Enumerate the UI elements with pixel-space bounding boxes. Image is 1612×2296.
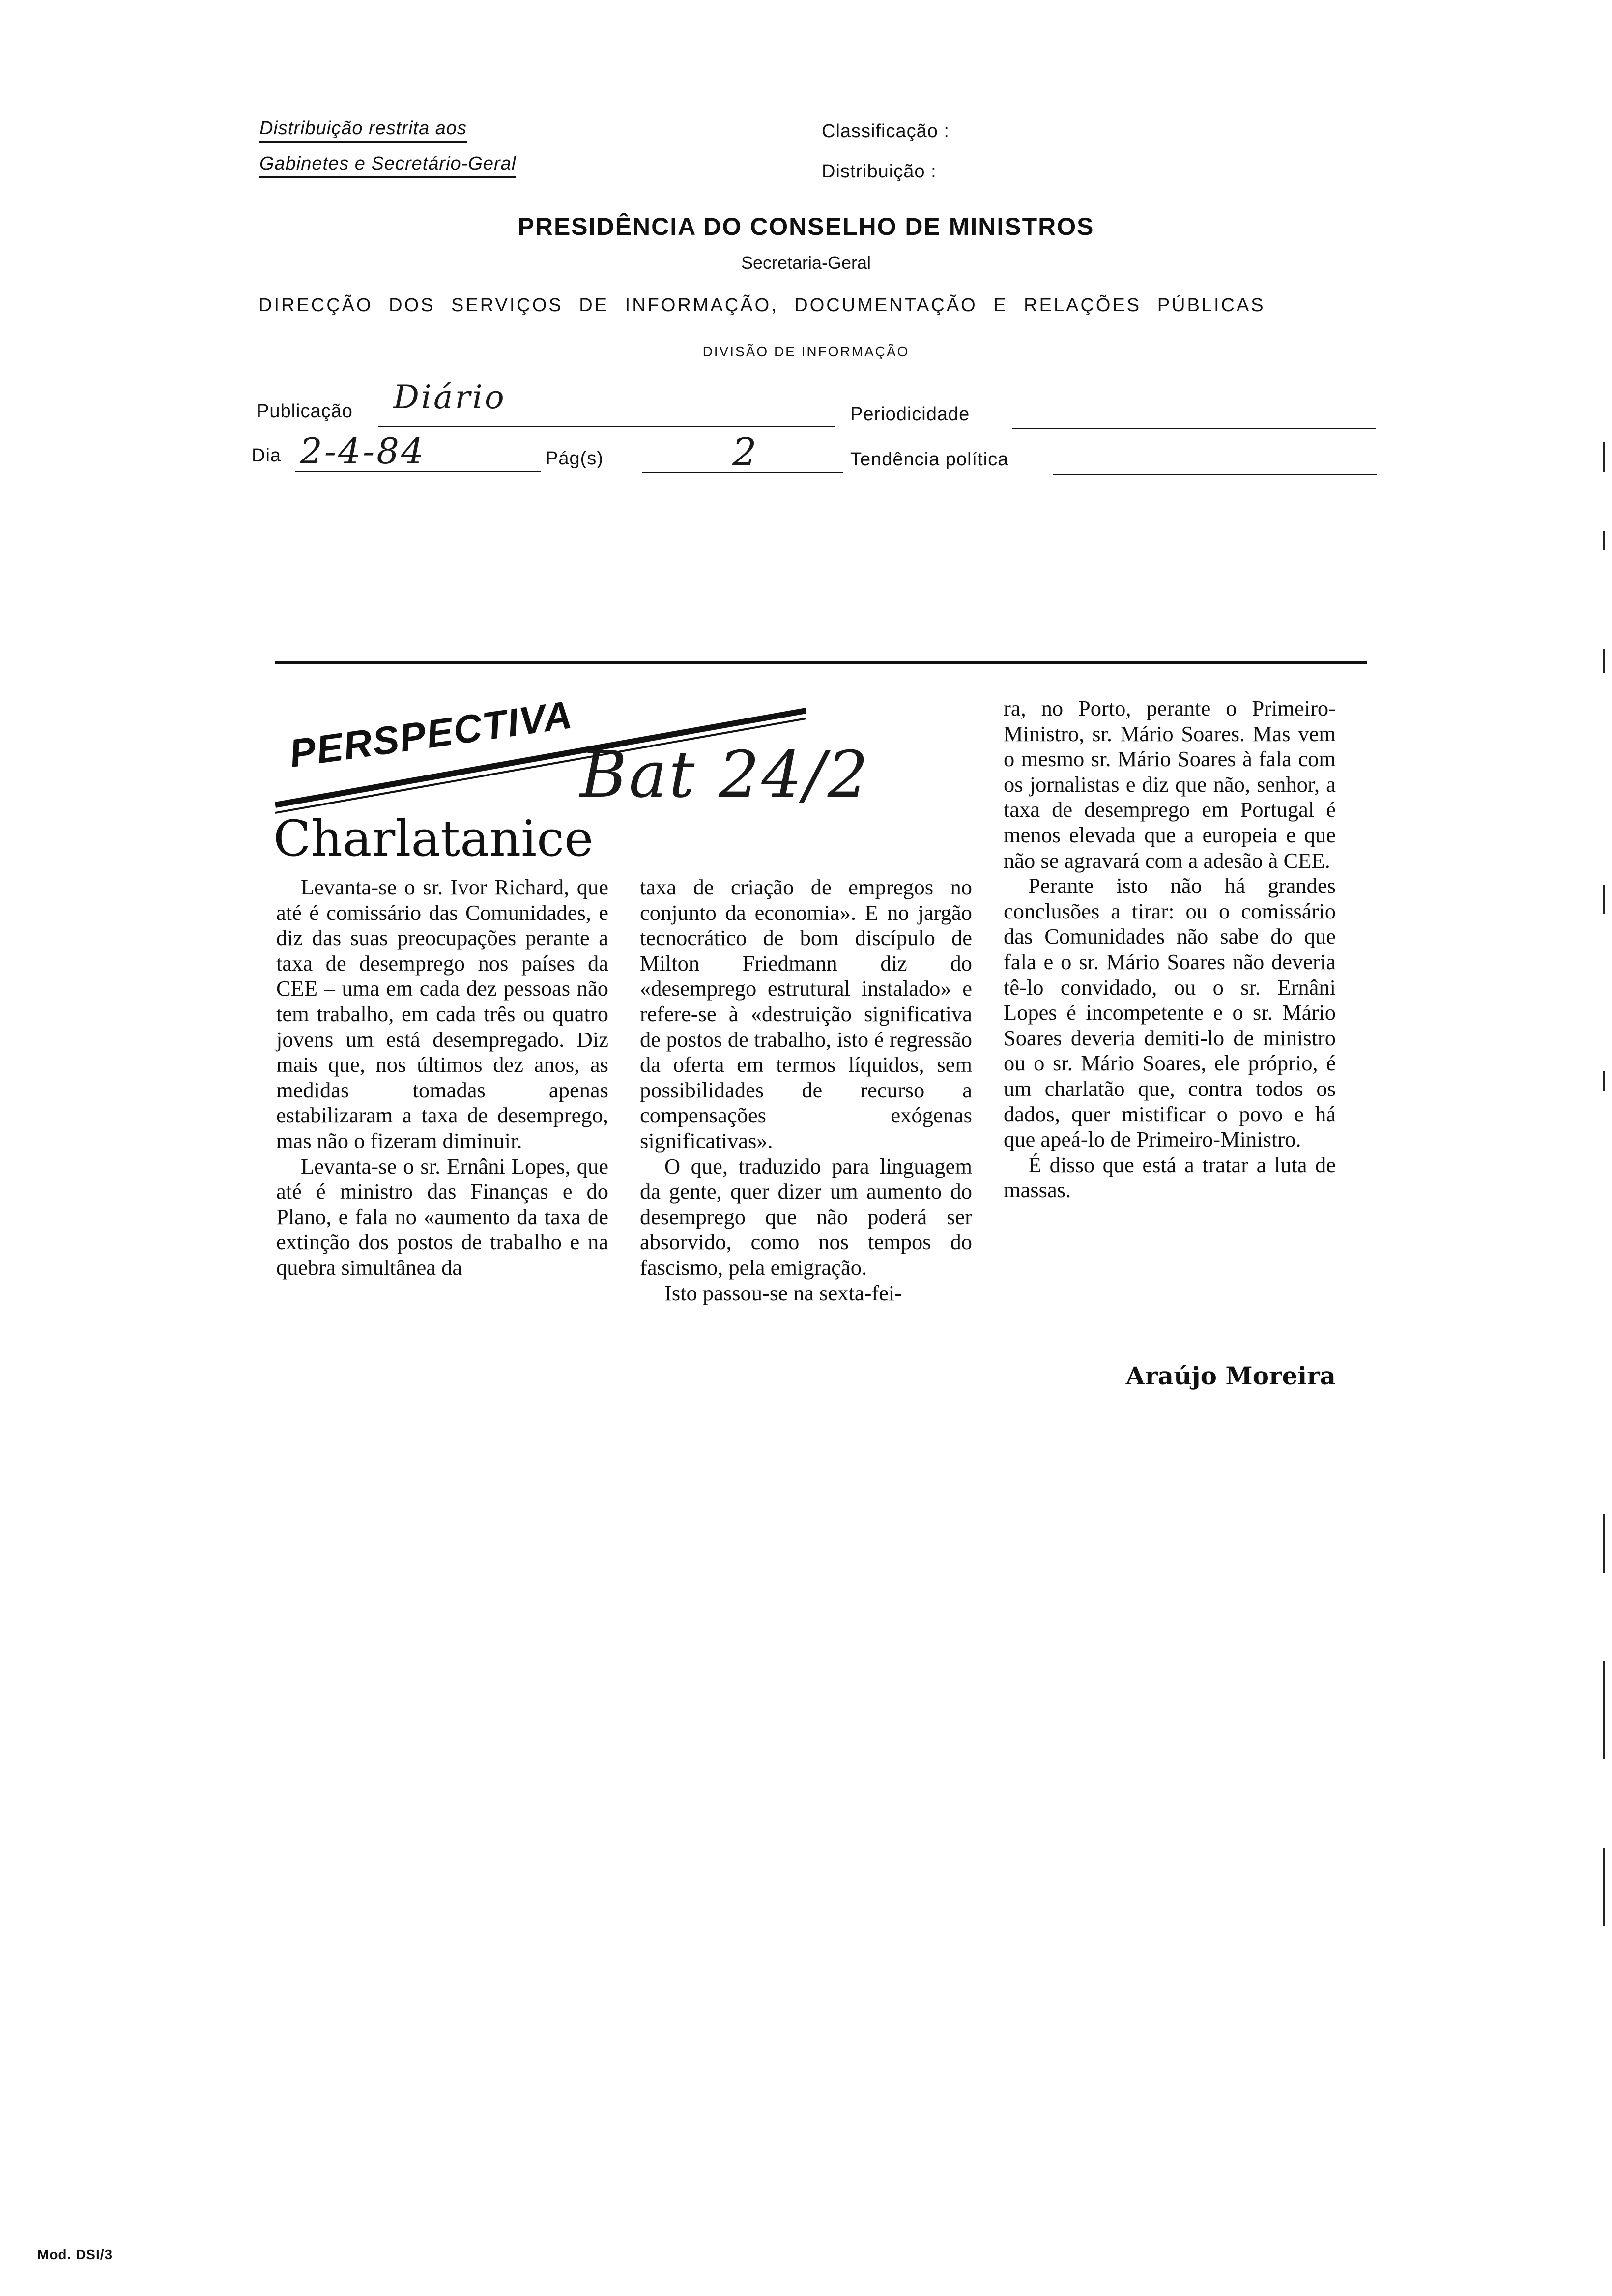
- publication-handwritten: Diário: [393, 378, 506, 416]
- pages-label: Pág(s): [546, 448, 604, 469]
- article-column-1: [276, 875, 608, 1281]
- scan-edge-marks-lower: [1603, 1514, 1605, 1956]
- section-title: PERSPECTIVA: [287, 692, 576, 776]
- periodicity-line: [1012, 428, 1376, 429]
- day-label: Dia: [252, 445, 282, 466]
- tendency-label: Tendência política: [850, 449, 1009, 470]
- column-3-paragraph-2: Perante isto não há grandes conclusões a tirar: ou o comissário das Comunidades não sabe do que fala e o sr. Mário Soares não deveria tê-lo convidado, ou o sr. Ernâni Lopes é incompetente e o sr. Mário Soares deveria demiti-lo de ministro ou o sr. Mário Soares, ele próprio, é um charlatão que, contra todos os dados, quer mistificar o povo e há que apeá-lo de Primeiro-Ministro.: [1004, 873, 1336, 1152]
- handwritten-annotation: Bat 24/2: [580, 737, 870, 812]
- column-2-paragraph-3: Isto passou-se na sexta-fei-: [664, 1280, 902, 1305]
- restriction-line-2: Gabinetes e Secretário-Geral: [259, 153, 516, 178]
- restriction-line-1: Distribuição restrita aos: [259, 118, 467, 143]
- column-1-paragraph-1: Levanta-se o sr. Ivor Richard, que até é comissário das Comunidades, e diz das suas preocupações perante a taxa de desemprego nos países da CEE – uma em cada dez pessoas não tem trabalho, em cada três ou quatro jovens um está desempregado. Diz mais que, nos últimos dez anos, as medidas tomadas apenas estabilizaram a taxa de desemprego, mas não o fizeram diminuir.: [276, 875, 608, 1153]
- column-2-paragraph-1: taxa de criação de empregos no conjunto da economia». E no jargão tecnocrático de bom discípulo de Milton Friedmann diz do «desemprego estrutural instalado» e refere-se à «destruição significativa de postos de trabalho, isto é regressão da oferta em termos líquidos, sem possibilidades de recurso a compensações exógenas significativas».: [640, 875, 972, 1153]
- office-title: PRESIDÊNCIA DO CONSELHO DE MINISTROS: [518, 213, 1094, 240]
- column-1-paragraph-2: Levanta-se o sr. Ernâni Lopes, que até é ministro das Finanças e do Plano, e fala no «aumento da taxa de extinção dos postos de trabalho e na quebra simultânea da: [276, 1153, 608, 1280]
- article-column-3: [1004, 696, 1336, 1203]
- division-name: DIVISÃO DE INFORMAÇÃO: [702, 344, 910, 359]
- department-name: DIRECÇÃO DOS SERVIÇOS DE INFORMAÇÃO, DOCUMENTAÇÃO E RELAÇÕES PÚBLICAS: [259, 295, 1266, 316]
- distribution-label: Distribuição :: [822, 161, 937, 182]
- tendency-line: [1053, 474, 1377, 475]
- clipping-separator: [275, 661, 1367, 664]
- article-headline: Charlatanice: [273, 810, 594, 867]
- publication-line: [378, 426, 835, 427]
- column-2-paragraph-2: O que, traduzido para linguagem da gente, quer dizer um aumento do desemprego que não poderá ser absorvido, como nos tempos do fascismo, pela emigração.: [640, 1153, 972, 1280]
- article-column-2: [640, 875, 972, 1306]
- pages-handwritten: 2: [732, 430, 759, 475]
- restriction-notice: [259, 118, 516, 178]
- office-subtitle: Secretaria-Geral: [741, 253, 871, 273]
- column-3-paragraph-1: ra, no Porto, perante o Primeiro-Ministro, sr. Mário Soares. Mas vem o mesmo sr. Mário Soares à fala com os jornalistas e diz que não, senhor, a taxa de desemprego em Portugal é menos elevada que a europeia e que não se agravará com a adesão à CEE.: [1004, 696, 1336, 873]
- publication-label: Publicação: [257, 401, 353, 422]
- day-handwritten: 2-4-84: [300, 430, 426, 472]
- article-byline: Araújo Moreira: [1125, 1361, 1336, 1390]
- periodicity-label: Periodicidade: [850, 404, 970, 425]
- classification-label: Classificação :: [822, 121, 950, 142]
- scan-edge-marks: [1603, 442, 1605, 1179]
- column-3-paragraph-3: É disso que está a tratar a luta de massas.: [1004, 1152, 1336, 1203]
- form-model-code: Mod. DSI/3: [37, 2247, 113, 2262]
